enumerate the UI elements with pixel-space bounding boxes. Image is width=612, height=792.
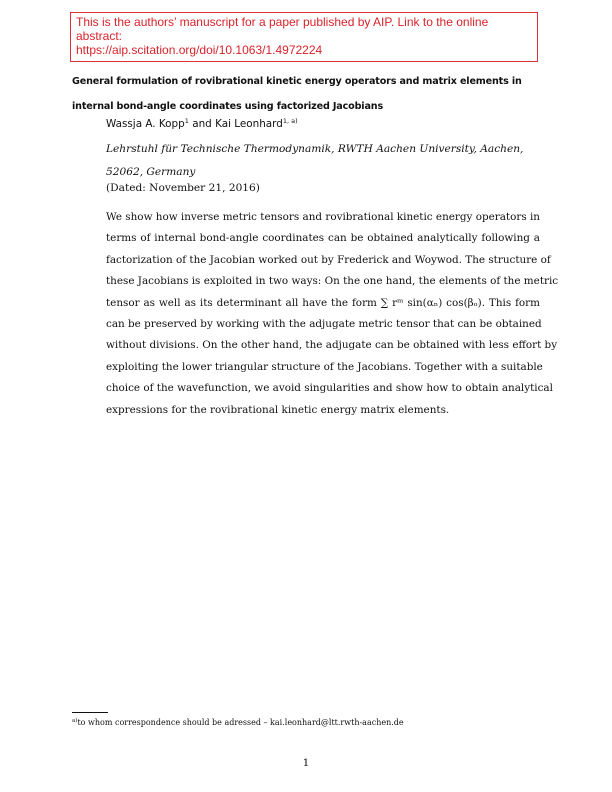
title-line: internal bond-angle coordinates using factorized Jacobians (72, 100, 384, 112)
footnote-mark: a) (72, 718, 78, 724)
paper-title (72, 70, 542, 119)
footnote-text: to whom correspondence should be adressed – kai.leonhard@ltt.rwth-aachen.de (77, 718, 404, 727)
author-name: Kai Leonhard (215, 118, 283, 130)
abstract-line: factorization of the Jacobian worked out by Frederick and Woywod. The structure of (106, 253, 551, 266)
abstract-line: expressions for the rovibrational kinetic energy matrix elements. (106, 403, 450, 416)
author-conjunction: and (192, 118, 212, 130)
title-line: General formulation of rovibrational kinetic energy operators and matrix elements in (72, 76, 522, 87)
doi-link[interactable]: https://aip.scitation.org/doi/10.1063/1.4972224 (76, 43, 323, 57)
footnote (72, 718, 404, 727)
author-list (106, 117, 298, 130)
author-name: Wassja A. Kopp (106, 118, 185, 130)
affiliation-line: 52062, Germany (106, 166, 196, 178)
abstract-line: tensor as well as its determinant all have the form ∑ rᵐ sin(αₙ) cos(βₒ). This form (106, 296, 540, 309)
abstract-line: these Jacobians is exploited in two ways: On the one hand, the elements of the metric (106, 275, 559, 288)
abstract-line: exploiting the lower triangular structure of the Jacobians. Together with a suitable (106, 360, 543, 373)
notice-line: This is the authors’ manuscript for a paper published by AIP. Link to the online (76, 15, 489, 29)
abstract-line: without divisions. On the other hand, the adjugate can be obtained with less effort by (106, 339, 558, 352)
dated-line: (Dated: November 21, 2016) (106, 182, 260, 194)
abstract-line: can be preserved by working with the adjugate metric tensor that can be obtained (106, 318, 542, 331)
page-number: 1 (302, 757, 310, 769)
affiliation-mark: 1, a) (282, 117, 298, 125)
publication-notice-box (70, 12, 538, 62)
abstract (106, 207, 559, 421)
abstract-line: We show how inverse metric tensors and rovibrational kinetic energy operators in (106, 211, 540, 223)
abstract-line: choice of the wavefunction, we avoid singularities and show how to obtain analytical (106, 382, 553, 395)
footnote-divider (72, 712, 108, 713)
abstract-line: terms of internal bond-angle coordinates can be obtained analytically following a (106, 232, 540, 245)
notice-line: abstract: (76, 29, 123, 43)
affiliation-mark: 1 (184, 117, 189, 125)
affiliation (106, 138, 536, 184)
affiliation-line: Lehrstuhl für Technische Thermodynamik, RWTH Aachen University, Aachen, (106, 143, 524, 155)
